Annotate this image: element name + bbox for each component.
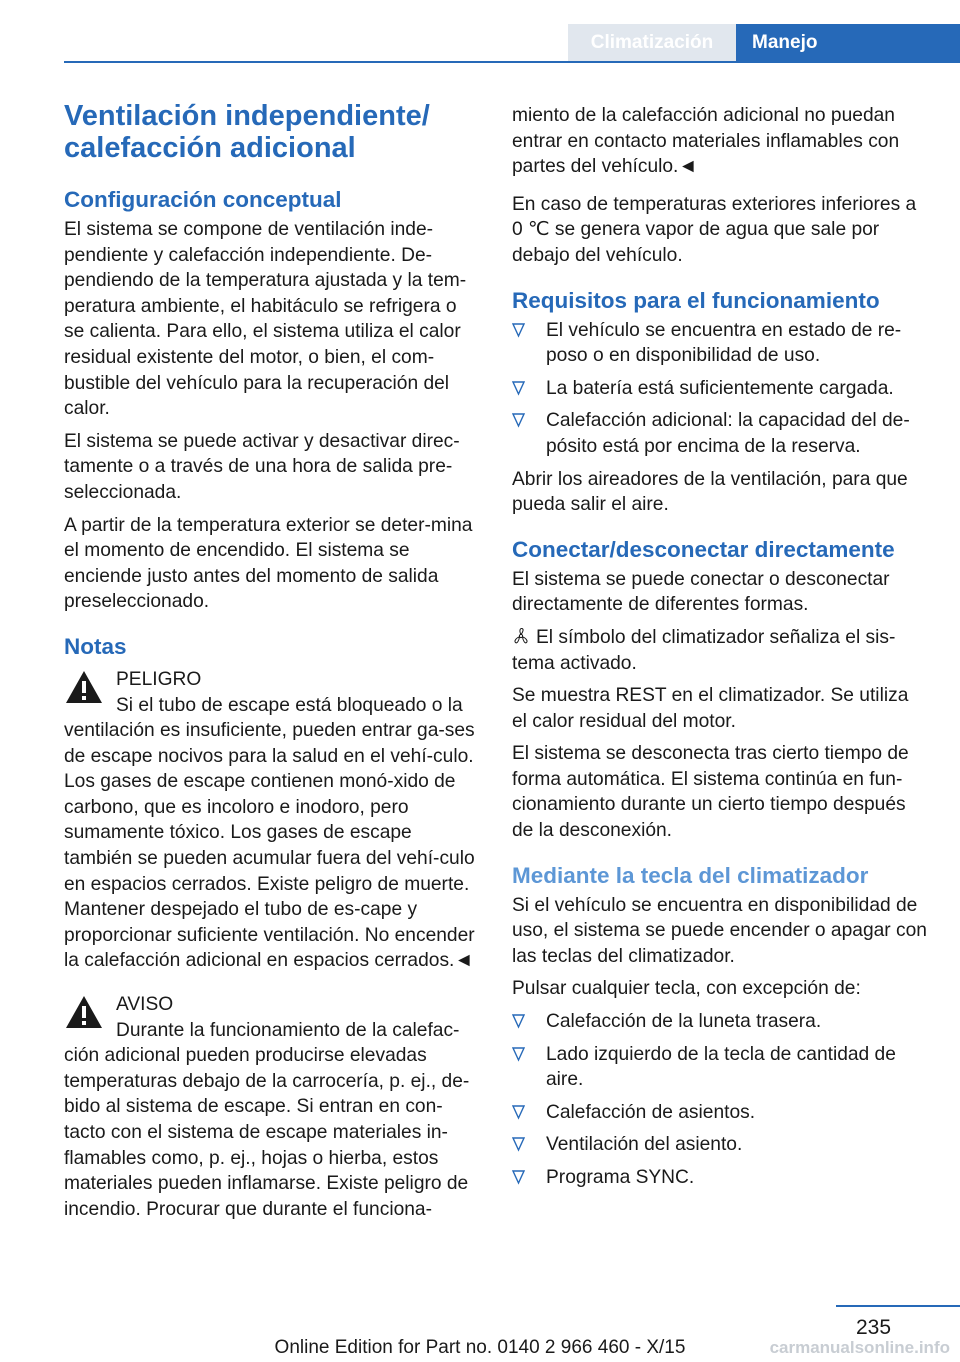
- list-item: Calefacción adicional: la capacidad del de-pósito está por encima de la reserva.: [512, 408, 928, 459]
- bullet-triangle-icon: [512, 1104, 525, 1120]
- direct-paragraph-1: El sistema se puede conectar o desconectar directamente de diferentes formas.: [512, 568, 890, 616]
- bullet-triangle-icon: [512, 1136, 525, 1152]
- warning-triangle-icon: [64, 669, 104, 705]
- notice-text: Durante la funcionamiento de la calefac-ción adicional pueden producirse elevadas temperaturas debajo de la carrocería, p. ej., de-bido al sistema de escape. Si entran en con-tacto con el sistema de escape materiales in-flamables como, p. ej., hojas o hierba, estos materiales pueden inflamarse. Existe peligro de incendio. Procurar que durante el funciona-: [64, 1019, 470, 1220]
- notice-label: AVISO: [116, 994, 174, 1016]
- concept-paragraph-3: A partir de la temperatura exterior se deter-mina el momento de encendido. El sistema se enciende justo antes del momento de salida preseleccionado.: [64, 514, 473, 613]
- bullet-triangle-icon: [512, 412, 525, 428]
- danger-warning: [64, 667, 480, 974]
- direct-heading: Conectar/desconectar directamente: [512, 536, 895, 562]
- fan-icon: [512, 627, 530, 645]
- list-item: La batería está suficientemente cargada.: [512, 376, 928, 402]
- requirements-heading: Requisitos para el funcionamiento: [512, 287, 880, 313]
- key-paragraph-1: Si el vehículo se encuentra en disponibilidad de uso, el sistema se puede encender o apagar con las teclas del climatizador.: [512, 894, 927, 967]
- edition-line: Online Edition for Part no. 0140 2 966 460 - X/15: [274, 1337, 686, 1358]
- page-header: [568, 24, 960, 61]
- bullet-triangle-icon: [512, 1169, 525, 1185]
- bullet-triangle-icon: [512, 1013, 525, 1029]
- direct-paragraph-2: [512, 625, 928, 676]
- chapter-tab: Manejo: [736, 24, 960, 61]
- requirements-list: [512, 318, 928, 460]
- bullet-triangle-icon: [512, 1046, 525, 1062]
- header-rule: [64, 61, 960, 63]
- page-title: Ventilación independiente/ calefacción adicional: [64, 100, 430, 164]
- watermark: carmanualsonline.info: [769, 1338, 950, 1357]
- cold-weather-text: En caso de temperaturas exteriores inferiores a 0 ℃ se genera vapor de agua que sale por debajo del vehículo.: [512, 193, 917, 266]
- list-item: Calefacción de la luneta trasera.: [512, 1009, 928, 1035]
- section-tab: Climatización: [568, 24, 736, 61]
- notice-continuation: miento de la calefacción adicional no puedan entrar en contacto materiales inflamables con partes del vehículo.◄: [512, 105, 900, 178]
- concept-heading: Configuración conceptual: [64, 187, 342, 212]
- vents-text: Abrir los aireadores de la ventilación, para que pueda salir el aire.: [512, 468, 908, 516]
- list-item: Calefacción de asientos.: [512, 1100, 928, 1126]
- bullet-triangle-icon: [512, 380, 525, 396]
- list-item: Programa SYNC.: [512, 1165, 928, 1191]
- list-item: El vehículo se encuentra en estado de re-poso o en disponibilidad de uso.: [512, 318, 928, 369]
- notice-warning: [64, 992, 480, 1222]
- concept-paragraph-1: El sistema se compone de ventilación inde-pendiente y calefacción independiente. De-pendiendo de la temperatura ajustada y la tem-peratura ambiente, el habitáculo se refrigera o se calienta. Para ello, el sistema utiliza el calor residual existente del motor, o bien, el com-bustible del vehículo para la recuperación del calor.: [64, 219, 467, 420]
- footer-rule: [836, 1305, 960, 1307]
- right-column: [512, 103, 928, 1198]
- notes-heading: Notas: [64, 633, 127, 659]
- left-column: [64, 100, 480, 1240]
- danger-text: Si el tubo de escape está bloqueado o la ventilación es insuficiente, pueden entrar ga-ses de escape nocivos para la salud en el vehí-culo. Los gases de escape contienen monó-xido de carbono, que es incoloro e inodoro, pero sumamente tóxico. Los gases de escape también se pueden acumular fuera del vehí-culo en espacios cerrados. Existe peligro de muerte. Mantener despejado el tubo de es-cape y proporcionar suficiente ventilación. No encender la calefacción adicional en espacios cerrados.◄: [64, 694, 475, 972]
- list-item: Ventilación del asiento.: [512, 1132, 928, 1158]
- warning-triangle-icon: [64, 994, 104, 1030]
- direct-paragraph-4: El sistema se desconecta tras cierto tiempo de forma automática. El sistema continúa en fun-cionamiento durante un cierto tiempo después de la desconexión.: [512, 743, 909, 842]
- direct-paragraph-2-text: El símbolo del climatizador señaliza el sis-tema activado.: [512, 626, 896, 674]
- key-paragraph-2: Pulsar cualquier tecla, con excepción de:: [512, 978, 861, 1000]
- page-number: 235: [856, 1316, 892, 1339]
- danger-label: PELIGRO: [116, 668, 202, 690]
- key-exceptions-list: [512, 1009, 928, 1191]
- direct-paragraph-3: Se muestra REST en el climatizador. Se utiliza el calor residual del motor.: [512, 685, 909, 732]
- concept-paragraph-2: El sistema se puede activar y desactivar direc-tamente o a través de una hora de salida pre-seleccionada.: [64, 430, 460, 503]
- bullet-triangle-icon: [512, 322, 525, 338]
- list-item: Lado izquierdo de la tecla de cantidad de aire.: [512, 1042, 928, 1093]
- key-heading: Mediante la tecla del climatizador: [512, 862, 869, 888]
